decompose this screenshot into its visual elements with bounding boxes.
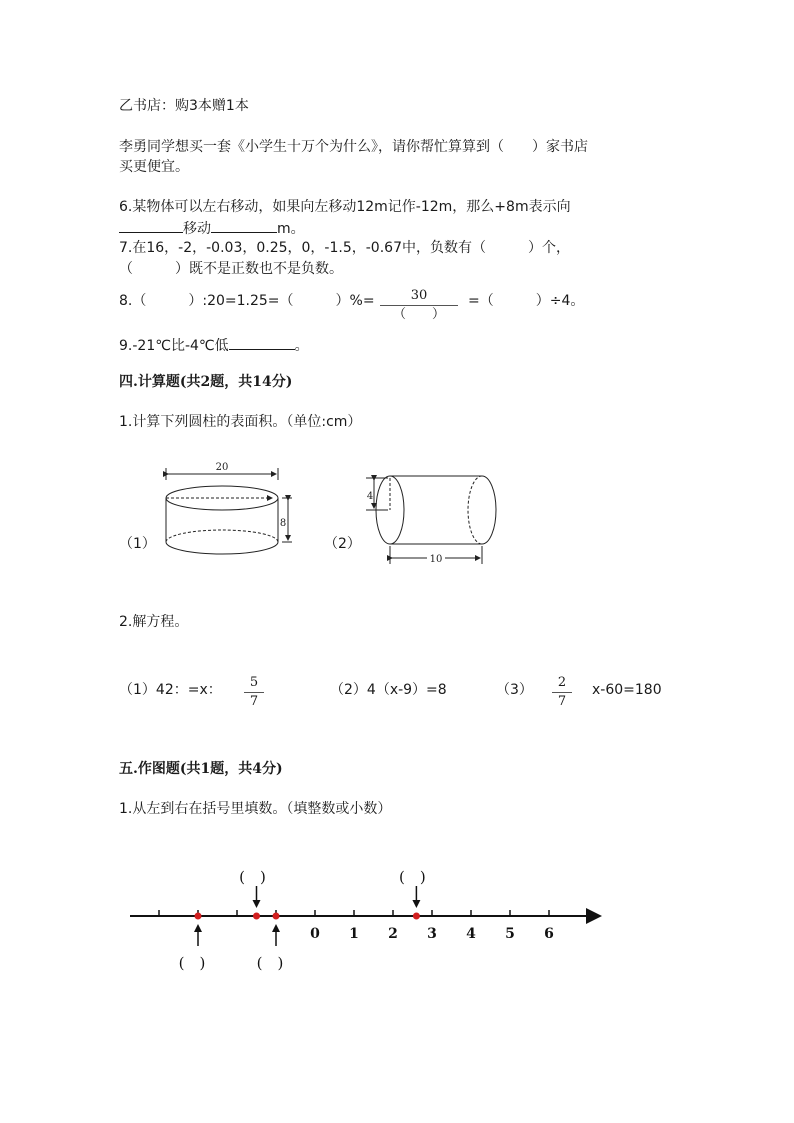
question-8-part-2: =（ ）÷4。: [468, 293, 585, 309]
answer-bracket: ( ): [399, 868, 426, 886]
figure-1-label: （1）: [119, 536, 156, 552]
section-5-question-1: 1.从左到右在括号里填数。（填整数或小数）: [119, 801, 392, 817]
figure-2-label: （2）: [324, 536, 361, 552]
length-label: 10: [429, 554, 443, 565]
tick-label: 1: [349, 926, 359, 942]
marked-point: [253, 913, 260, 920]
question-8-part-1: 8.（ ）:20=1.25=（ ）%=: [119, 293, 375, 309]
question-7-line-1: 7.在16，-2，-0.03，0.25，0，-1.5，-0.67中，负数有（ ）个，: [119, 240, 570, 256]
equation-1-label: （1）42：=x：: [119, 682, 222, 698]
answer-blank[interactable]: [229, 335, 295, 350]
up-arrow-icon: [194, 924, 202, 932]
question-6-unit: m。: [277, 221, 305, 237]
cylinder-bottom-front: [166, 542, 278, 554]
section-4-question-2: 2.解方程。: [119, 614, 189, 630]
fraction-denominator: 7: [557, 694, 567, 709]
question-9-end: 。: [294, 338, 309, 354]
fraction-denominator: （ ）: [392, 307, 445, 322]
marked-point: [413, 913, 420, 920]
equation-2: （2）4（x-9）=8: [330, 682, 447, 698]
fraction-bar: [244, 692, 264, 693]
fraction-numerator: 2: [557, 675, 567, 690]
answer-blank[interactable]: [211, 218, 277, 233]
height-label: 8: [279, 518, 287, 529]
marked-point: [195, 913, 202, 920]
section-4-title: 四.计算题(共2题，共14分): [119, 374, 293, 390]
question-5-line-2: 买更便宜。: [119, 159, 189, 175]
tick-label: 4: [466, 926, 476, 942]
tick-label: 3: [427, 926, 437, 942]
cylinder-figure-2: [358, 470, 508, 570]
answer-bracket: ( ): [178, 954, 206, 972]
cylinder-figure-1: [150, 462, 300, 562]
section-4-question-1: 1.计算下列圆柱的表面积。（单位:cm）: [119, 414, 362, 430]
fraction-bar: [552, 692, 572, 693]
question-6-line-1: 6.某物体可以左右移动，如果向左移动12m记作-12m，那么+8m表示向: [119, 199, 571, 215]
tick-label: 0: [310, 926, 320, 942]
diameter-label: 20: [215, 462, 229, 473]
bookstore-offer: 乙书店：购3本赠1本: [119, 98, 249, 114]
equation-1-fraction: [244, 675, 264, 710]
equation-3-fraction: [552, 675, 572, 710]
cylinder-right-front: [482, 476, 496, 544]
question-8-fraction: [380, 288, 458, 323]
fraction-bar: [380, 305, 458, 306]
fraction-numerator: 5: [249, 675, 259, 690]
question-6-text: 移动: [183, 221, 211, 237]
marked-point: [273, 913, 280, 920]
tick-label: 6: [544, 926, 554, 942]
question-9: [119, 335, 309, 355]
equation-3-rest: x-60=180: [592, 682, 662, 698]
fraction-denominator: 7: [249, 694, 259, 709]
answer-bracket: ( ): [256, 954, 284, 972]
answer-bracket: ( ): [239, 868, 266, 886]
question-5-line-1: 李勇同学想买一套《小学生十万个为什么》，请你帮忙算算到（ ）家书店: [119, 139, 588, 155]
cylinder-bottom-back: [166, 530, 278, 542]
section-5-title: 五.作图题(共1题，共4分): [119, 761, 283, 777]
cylinder-right-back: [468, 476, 482, 544]
up-arrow-icon: [272, 924, 280, 932]
tick-label: 5: [505, 926, 515, 942]
question-6-line-2: [119, 218, 305, 238]
down-arrow-icon: [253, 900, 261, 908]
tick-label: 2: [388, 926, 398, 942]
equation-3-label: （3）: [496, 682, 533, 698]
down-arrow-icon: [412, 900, 420, 908]
radius-label: 4: [366, 491, 374, 502]
answer-blank[interactable]: [119, 218, 183, 233]
question-9-text: 9.-21℃比-4℃低: [119, 338, 229, 354]
number-line-figure: [120, 860, 620, 980]
fraction-numerator: 30: [410, 288, 428, 303]
question-7-line-2: （ ）既不是正数也不是负数。: [119, 261, 343, 277]
